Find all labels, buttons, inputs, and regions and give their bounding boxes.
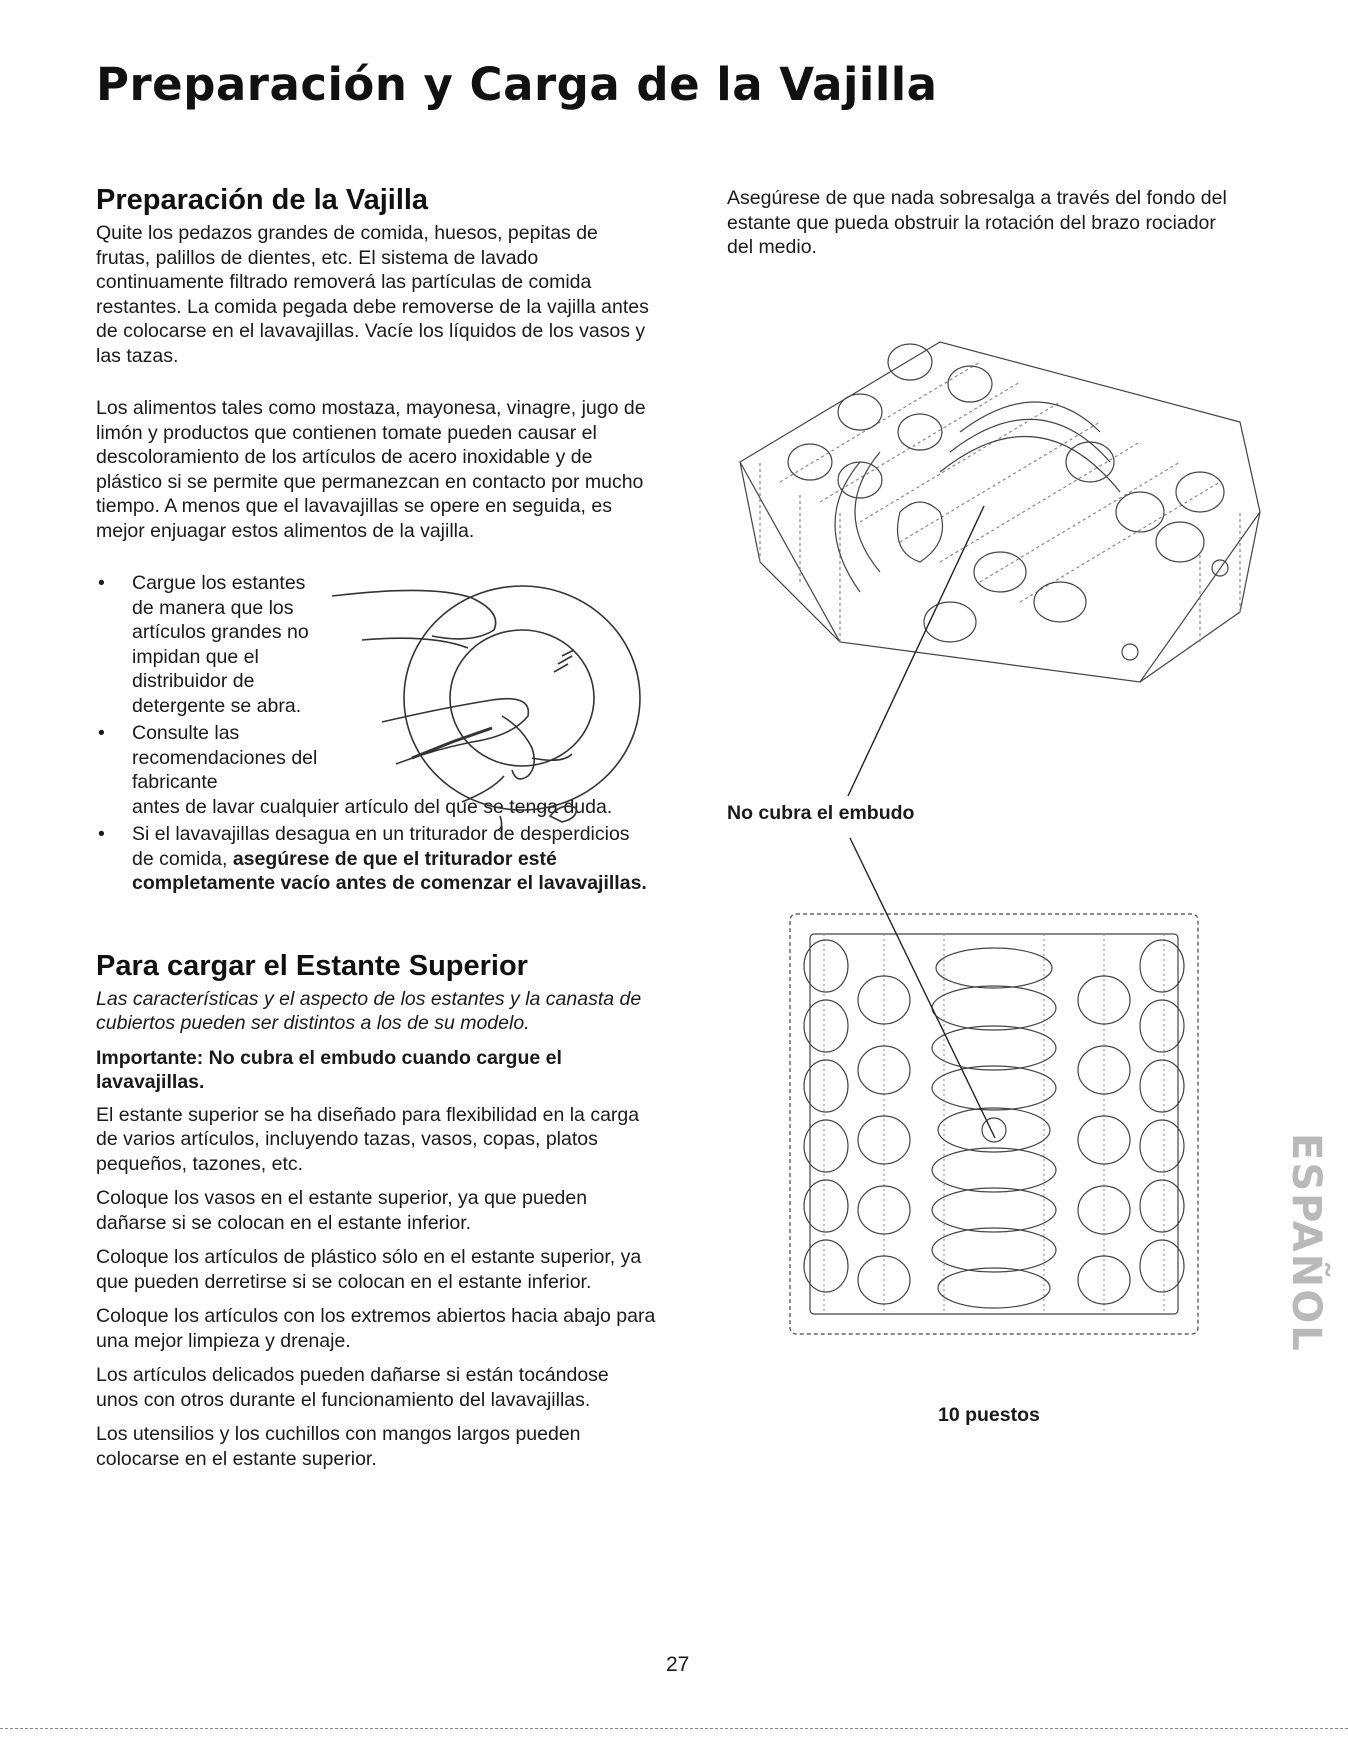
funnel-callout: No cubra el embudo: [727, 802, 915, 824]
prep-paragraph-2: Los alimentos tales como mostaza, mayonesa, vinagre, jugo de limón y productos que contienen tomate pueden causar el descoloramiento de los artículos de acero inoxidable y de plástico si se permite que permanezcan en contacto por mucho tiempo. A menos que el lavavajillas se opere en seguida, es mejor enjuagar estos alimentos de la vajilla.: [96, 397, 646, 542]
upper-paragraph-4: Coloque los artículos con los extremos abiertos hacia abajo para una mejor limpieza y drenaje.: [96, 1305, 656, 1352]
upper-paragraph-3: Coloque los artículos de plástico sólo en el estante superior, ya que pueden derretirse si se colocan en el estante inferior.: [96, 1246, 642, 1293]
upper-paragraph-2: Coloque los vasos en el estante superior, ya que pueden dañarse si se colocan en el estante inferior.: [96, 1187, 588, 1234]
upper-italic-note: Las características y el aspecto de los estantes y la canasta de cubiertos pueden ser distintos a los de su modelo.: [96, 987, 642, 1034]
prep-heading: Preparación de la Vajilla: [96, 184, 429, 216]
page-title: Preparación y Carga de la Vajilla: [96, 58, 938, 111]
language-side-tab: ESPAÑOL: [1283, 1133, 1329, 1353]
upper-paragraph-6: Los utensilios y los cuchillos con mangos largos pueden colocarse en el estante superior.: [96, 1423, 581, 1470]
upper-rack-heading: Para cargar el Estante Superior: [96, 949, 528, 982]
bullet-disposer-text: Si el lavavajillas desagua en un triturador de desperdicios de comida,: [132, 823, 630, 870]
bullet-load-racks-text: Cargue los estantes de manera que los artículos grandes no impidan que el distribuidor de detergente se abra.: [132, 572, 309, 717]
upper-paragraph-1: El estante superior se ha diseñado para flexibilidad en la carga de varios artículos, incluyendo tazas, vasos, copas, platos pequeños, tazones, etc.: [96, 1103, 640, 1175]
important-note: Importante: No cubra el embudo cuando cargue el lavavajillas.: [96, 1046, 562, 1093]
right-column: [727, 186, 1247, 270]
bullet-disposer-bold: asegúrese de que el triturador esté completamente vacío antes de comenzar el lavavajillas.: [132, 847, 647, 894]
prep-paragraph-1: Quite los pedazos grandes de comida, huesos, pepitas de frutas, palillos de dientes, etc. El sistema de lavado continuamente filtrado removerá las partículas de comida restantes. La comida pegada debe removerse de la vajilla antes de colocarse en el lavavajillas. Vacíe los líquidos de los vasos y las tazas.: [96, 222, 649, 367]
page-number: 27: [666, 1653, 690, 1676]
rack-caption: 10 puestos: [938, 1404, 1040, 1426]
upper-rack-illustration: [720, 312, 1280, 772]
bottom-rule: [0, 1728, 1348, 1729]
plate-scraping-illustration: [232, 398, 652, 848]
bullet-manufacturer-text-a: Consulte las recomendaciones del fabricante: [132, 722, 318, 793]
bullet-manufacturer-text-b: antes de lavar cualquier artículo del que se tenga duda.: [132, 795, 613, 818]
upper-paragraph-5: Los artículos delicados pueden dañarse si están tocándose unos con otros durante el funcionamiento del lavavajillas.: [96, 1364, 609, 1411]
right-intro: Asegúrese de que nada sobresalga a través del fondo del estante que pueda obstruir la rotación del brazo rociador del medio.: [727, 187, 1227, 258]
place-settings-rack-illustration: [784, 908, 1204, 1348]
upper-rack-section: [96, 950, 656, 1472]
